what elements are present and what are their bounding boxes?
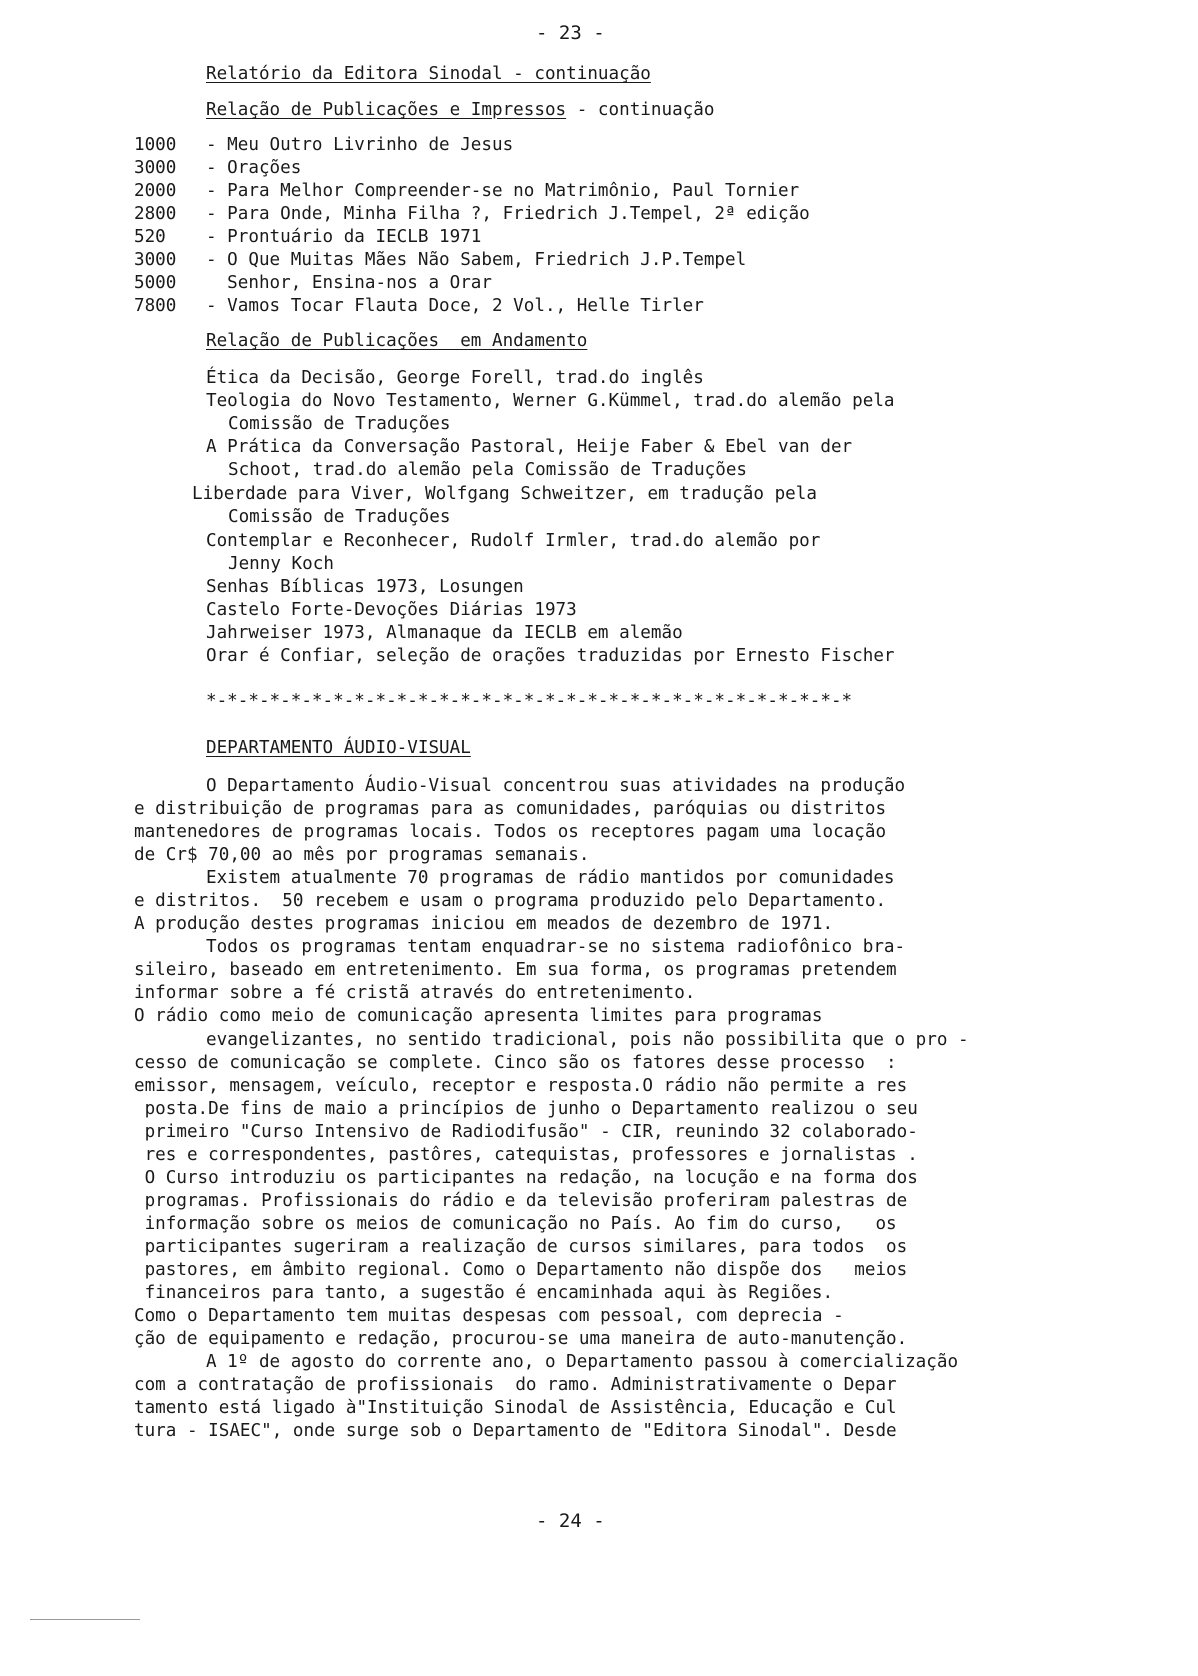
list-item-continuation: Schoot, trad.do alemão pela Comissão de Traduções <box>228 460 748 480</box>
body-line: posta.De fins de maio a princípios de junho o Departamento realizou o seu <box>134 1099 918 1119</box>
item-title: - Para Onde, Minha Filha ?, Friedrich J.Tempel, 2ª edição <box>206 204 810 224</box>
item-quantity: 3000 <box>134 158 177 178</box>
body-line: O rádio como meio de comunicação apresenta limites para programas <box>134 1006 823 1026</box>
body-line: sileiro, baseado em entretenimento. Em sua forma, os programas pretendem <box>134 960 897 980</box>
body-line: A produção destes programas iniciou em meados de dezembro de 1971. <box>134 914 834 934</box>
list-item: A Prática da Conversação Pastoral, Heije Faber & Ebel van der <box>206 437 853 457</box>
item-quantity: 2000 <box>134 181 177 201</box>
body-line: programas. Profissionais do rádio e da televisão proferiram palestras de <box>134 1191 908 1211</box>
list-item-continuation: Comissão de Traduções <box>228 507 451 527</box>
item-quantity: 1000 <box>134 135 177 155</box>
body-line: A 1º de agosto do corrente ano, o Departamento passou à comercialização <box>206 1352 959 1372</box>
list-item: Liberdade para Viver, Wolfgang Schweitzer, em tradução pela <box>192 484 817 504</box>
page-number-bottom: - 24 - <box>536 1510 605 1532</box>
body-line: e distritos. 50 recebem e usam o programa produzido pelo Departamento. <box>134 891 887 911</box>
list-item: Teologia do Novo Testamento, Werner G.Kümmel, trad.do alemão pela <box>206 391 895 411</box>
body-line: Todos os programas tentam enquadrar-se no sistema radiofônico bra- <box>206 937 906 957</box>
body-line: participantes sugeriram a realização de cursos similares, para todos os <box>134 1237 908 1257</box>
body-line: cesso de comunicação se complete. Cinco são os fatores desse processo : <box>134 1053 897 1073</box>
body-line: com a contratação de profissionais do ramo. Administrativamente o Depar <box>134 1375 897 1395</box>
page-number-top: - 23 - <box>536 22 605 44</box>
body-line: primeiro "Curso Intensivo de Radiodifusão" - CIR, reunindo 32 colaborado- <box>134 1122 918 1142</box>
body-line: de Cr$ 70,00 ao mês por programas semanais. <box>134 845 590 865</box>
body-line: pastores, em âmbito regional. Como o Departamento não dispõe dos meios <box>134 1260 908 1280</box>
body-line: O Curso introduziu os participantes na redação, na locução e na forma dos <box>134 1168 918 1188</box>
item-title: Senhor, Ensina-nos a Orar <box>206 273 492 293</box>
list-item-continuation: Comissão de Traduções <box>228 414 451 434</box>
body-line: informação sobre os meios de comunicação no País. Ao fim do curso, os <box>134 1214 897 1234</box>
body-line: e distribuição de programas para as comunidades, paróquias ou distritos <box>134 799 887 819</box>
body-line: Como o Departamento tem muitas despesas com pessoal, com deprecia - <box>134 1306 844 1326</box>
item-title: - Vamos Tocar Flauta Doce, 2 Vol., Helle Tirler <box>206 296 704 316</box>
body-line: Existem atualmente 70 programas de rádio mantidos por comunidades <box>206 868 895 888</box>
section-separator: *-*-*-*-*-*-*-*-*-*-*-*-*-*-*-*-*-*-*-*-*-*-*-*-*-*-*-*-*-*-* <box>206 691 853 711</box>
list-item: Jahrweiser 1973, Almanaque da IECLB em alemão <box>206 623 683 643</box>
body-line: mantenedores de programas locais. Todos os receptores pagam uma locação <box>134 822 887 842</box>
list-item: Ética da Decisão, George Forell, trad.do inglês <box>206 368 704 388</box>
body-line: tamento está ligado à"Instituição Sinodal de Assistência, Educação e Cul <box>134 1398 897 1418</box>
item-title: - O Que Muitas Mães Não Sabem, Friedrich J.P.Tempel <box>206 250 747 270</box>
item-title: - Meu Outro Livrinho de Jesus <box>206 135 514 155</box>
body-line: emissor, mensagem, veículo, receptor e resposta.O rádio não permite a res <box>134 1076 908 1096</box>
body-line: tura - ISAEC", onde surge sob o Departamento de "Editora Sinodal". Desde <box>134 1421 897 1441</box>
list-item: Castelo Forte-Devoções Diárias 1973 <box>206 600 577 620</box>
list-item: Contemplar e Reconhecer, Rudolf Irmler, trad.do alemão por <box>206 531 821 551</box>
list-heading-continuation: - continuação <box>566 100 715 120</box>
list-item-continuation: Jenny Koch <box>228 554 334 574</box>
body-line: financeiros para tanto, a sugestão é encaminhada aqui às Regiões. <box>134 1283 834 1303</box>
item-title: - Orações <box>206 158 302 178</box>
item-quantity: 5000 <box>134 273 177 293</box>
body-line: evangelizantes, no sentido tradicional, pois não possibilita que o pro - <box>206 1030 969 1050</box>
item-quantity: 2800 <box>134 204 177 224</box>
section-title-audio-visual: DEPARTAMENTO ÁUDIO-VISUAL <box>206 738 471 758</box>
body-line: O Departamento Áudio-Visual concentrou suas atividades na produção <box>206 776 906 796</box>
list-item: Senhas Bíblicas 1973, Losungen <box>206 577 524 597</box>
item-quantity: 520 <box>134 227 166 247</box>
body-line: ção de equipamento e redação, procurou-se uma maneira de auto-manutenção. <box>134 1329 908 1349</box>
margin-rule <box>30 1619 140 1620</box>
list-item: Orar é Confiar, seleção de orações traduzidas por Ernesto Fischer <box>206 646 895 666</box>
item-title: - Prontuário da IECLB 1971 <box>206 227 482 247</box>
in-progress-heading: Relação de Publicações em Andamento <box>206 331 588 351</box>
body-line: res e correspondentes, pastôres, catequistas, professores e jornalistas . <box>134 1145 918 1165</box>
report-heading: Relatório da Editora Sinodal - continuação <box>206 64 651 84</box>
body-line: informar sobre a fé cristã através do entretenimento. <box>134 983 696 1003</box>
list-heading-publications <box>206 99 714 122</box>
item-title: - Para Melhor Compreender-se no Matrimônio, Paul Tornier <box>206 181 800 201</box>
item-quantity: 7800 <box>134 296 177 316</box>
item-quantity: 3000 <box>134 250 177 270</box>
list-heading-main: Relação de Publicações e Impressos <box>206 100 567 120</box>
